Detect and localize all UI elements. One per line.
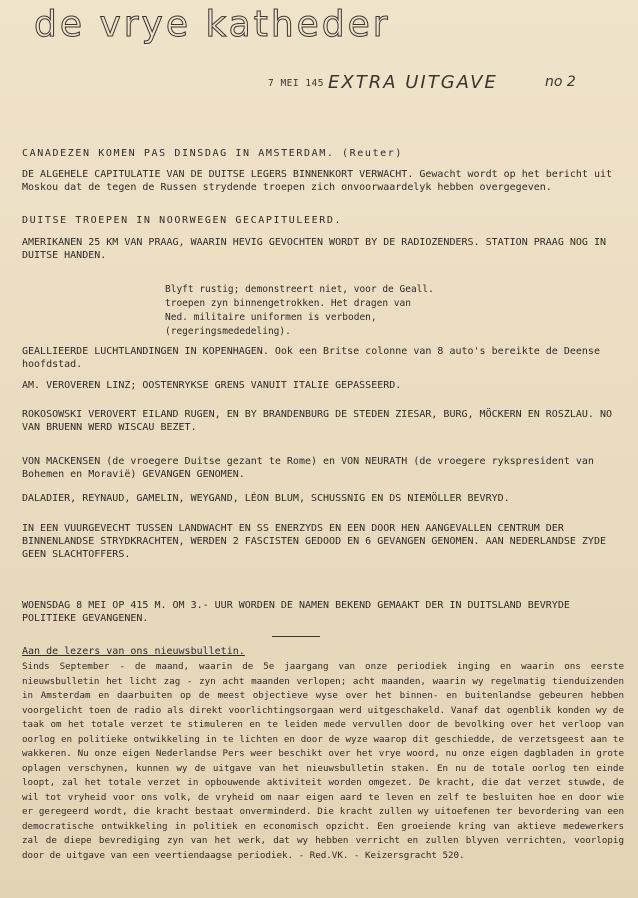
headline-linz: AM. VEROVEREN LINZ; OOSTENRYKSE GRENS VANUIT ITALIE GEPASSEERD. (22, 380, 402, 391)
headline-kopenhagen: GEALLIEERDE LUCHTLANDINGEN IN KOPENHAGEN. Ook een Britse colonne van 8 auto's bereikte de Deense hoofdstad. (22, 346, 600, 370)
extra-edition-number: no 2 (545, 74, 576, 90)
headline-woensdag: WOENSDAG 8 MEI OP 415 M. OM 3.- UUR WORDEN DE NAMEN BEKEND GEMAAKT DER IN DUITSLAND BEVRYDE POLITIEKE GEVANGENEN. (22, 600, 570, 624)
letter-title: Aan de lezers van ons nieuwsbulletin. (22, 646, 245, 657)
headline-vuurgevecht: IN EEN VUURGEVECHT TUSSEN LANDWACHT EN SS ENERZYDS EN EEN DOOR HEN AANGEVALLEN CENTRUM DER BINNENLANDSE STRYDKRACHTEN, WERDEN 2 FASCISTEN GEDOOD EN 6 GEVANGEN GENOMEN. AAN NEDERLANDSE ZYDE GEEN SLACHTOFFERS. (22, 523, 606, 560)
extra-edition-label: EXTRA UITGAVE (328, 72, 498, 93)
headline-praag: AMERIKANEN 25 KM VAN PRAAG, WAARIN HEVIG GEVOCHTEN WORDT BY DE RADIOZENDERS. STATION PRAAG NOG IN DUITSE HANDEN. (22, 237, 606, 261)
headline-mackensen: VON MACKENSEN (de vroegere Duitse gezant te Rome) en VON NEURATH (de vroegere rykspresident van Bohemen en Moravië) GEVANGEN GENOMEN. (22, 456, 594, 480)
issue-date: 7 MEI 145 (268, 78, 324, 89)
headline-noorwegen: DUITSE TROEPEN IN NOORWEGEN GECAPITULEERD. (22, 215, 343, 226)
letter-text: Sinds September - de maand, waarin de 5e jaargang van onze periodiek inging en waarin ons eerste nieuwsbulletin het licht zag - zyn acht maanden verlopen; acht maanden, waarin wy regelmatig tienduizenden in Amsterdam en daarbuiten op de meest objectieve wyse over het binnen- en buitenlandse gebeuren hebben voorgelicht toen de radio als direkt voorlichtingsorgaan werd uitgeschakeld. Vanaf dat ogenblik konden wy de taak om het totale verzet te stimuleren en te leiden mede vervullen door de bevolking over het verloop van oorlog en politieke ontwikkeling in te lichten en door de wyze waarop dit geschiedde, de verzetsgeest aan te wakkeren. Nu onze eigen Nederlandse Pers weer beschikt over het vrye woord, nu onze eigen dagbladen in grote oplagen verschynen, kunnen wy de uitgave van het nieuwsbulletin staken. En nu de totale oorlog ten einde loopt, zal het totale verzet in opbouwende aktiviteit worden omgezet. De kracht, die dat verzet stuwde, de wil tot vryheid voor ons volk, de vryheid om naar eigen aard te leven en zelf te besluiten hoe en door wie er geregeerd wordt, die kracht bestaat onverminderd. Die kracht zullen wy uitoefenen ter bevordering van een democratische ontwikkeling in politiek en economisch opzicht. Een groeiende kring van aktieve medewerkers zal de diepe bevrediging zyn van het werk, dat wy hebben verricht en zullen blyven verrichten, voorlopig door de uitgave van een veertiendaagse periodiek. (22, 661, 624, 861)
masthead: de vrye katheder (34, 4, 391, 45)
headline-capitulatie: DE ALGEHELE CAPITULATIE VAN DE DUITSE LEGERS BINNENKORT VERWACHT. Gewacht wordt op het bericht uit Moskou dat de tegen de Russen strydende troepen zich onvoorwaardelyk hebben overgegeven. (22, 169, 613, 193)
government-notice: Blyft rustig; demonstreert niet, voor de Geall. troepen zyn binnengetrokken. Het dragen van Ned. militaire uniformen is verboden, (regeringsmededeling). (165, 284, 434, 337)
section-divider (272, 636, 320, 637)
letter-body: Sinds September - de maand, waarin de 5e jaargang van onze periodiek inging en waarin ons eerste nieuwsbulletin het licht zag - zyn acht maanden verlopen; acht maanden, waarin wy regelmatig tienduizenden in Amsterdam en daarbuiten op de meest objectieve wyse over het binnen- en buitenlandse gebeuren hebben voorgelicht toen de radio als direkt voorlichtingsorgaan werd uitgeschakeld. Vanaf dat ogenblik konden wy de taak om het totale verzet te stimuleren en te leiden mede vervullen door de bevolking over het verloop van oorlog en politieke ontwikkeling in te lichten en door de wyze waarop dit geschiedde, de verzetsgeest aan te wakkeren. Nu onze eigen Nederlandse Pers weer beschikt over het vrye woord, nu onze eigen dagbladen in grote oplagen verschynen, kunnen wy de uitgave van het nieuwsbulletin staken. En nu de totale oorlog ten einde loopt, zal het totale verzet in opbouwende aktiviteit worden omgezet. De kracht, die dat verzet stuwde, de wil tot vryheid voor ons volk, de vryheid om naar eigen aard te leven en zelf te besluiten hoe en door wie er geregeerd wordt, die kracht bestaat onverminderd. Die kracht zullen wy uitoefenen ter bevordering van een democratische ontwikkeling in politiek en economisch opzicht. Een groeiende kring van aktieve medewerkers zal de diepe bevrediging zyn van het werk, dat wy hebben verricht en zullen blyven verrichten, voorlopig door de uitgave van een veertiendaagse periodiek. - Red.VK. - Keizersgracht 520. (22, 661, 624, 861)
letter-address: Keizersgracht 520. (365, 849, 465, 861)
headline-rokosowski: ROKOSOWSKI VEROVERT EILAND RUGEN, EN BY BRANDENBURG DE STEDEN ZIESAR, BURG, MÖCKERN EN ROSZLAU. NO VAN BRUENN WERD WISCAU BEZET. (22, 409, 613, 433)
headline-canadezen: CANADEZEN KOMEN PAS DINSDAG IN AMSTERDAM. (Reuter) (22, 148, 404, 159)
headline-daladier: DALADIER, REYNAUD, GAMELIN, WEYGAND, LÉON BLUM, SCHUSSNIG EN DS NIEMÖLLER BEVRYD. (22, 493, 510, 504)
letter-signature: Red.VK. (309, 849, 349, 861)
